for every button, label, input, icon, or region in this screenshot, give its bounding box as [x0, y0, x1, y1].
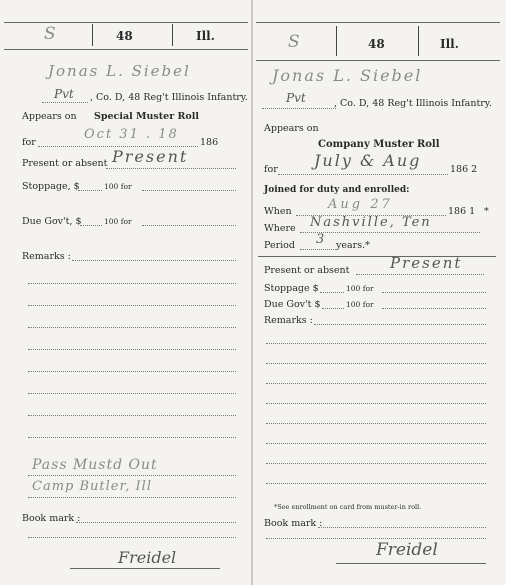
- appears-on-label: Appears on: [22, 111, 77, 122]
- enrollment-footnote: *See enrollment on card from muster-in roll.: [274, 503, 422, 511]
- present-label: Present or absent: [264, 265, 350, 276]
- remarks-line: [28, 305, 236, 306]
- bookmark-label: Book mark :: [22, 513, 81, 524]
- for-value: July & Aug: [314, 151, 422, 170]
- when-label: When: [264, 206, 292, 217]
- header-top-rule: [256, 22, 500, 23]
- stoppage-line: [78, 190, 102, 191]
- header-bottom-rule: [256, 60, 500, 61]
- period-suffix: years.*: [336, 240, 370, 251]
- period-line: [300, 249, 336, 250]
- stoppage-label: Stoppage, $: [22, 181, 80, 192]
- soldier-name: Jonas L. Siebel: [48, 62, 191, 80]
- header-letter: S: [288, 32, 300, 52]
- for-value: Oct 31 . 18: [84, 127, 179, 142]
- present-line: [356, 274, 484, 275]
- due-for-line: [142, 225, 236, 226]
- remarks-line: [314, 324, 486, 325]
- bookmark-label: Book mark :: [264, 518, 323, 529]
- header-divider: [336, 26, 337, 56]
- remarks-line: [266, 463, 486, 464]
- remarks-line: [266, 403, 486, 404]
- remarks-line: [266, 343, 486, 344]
- header-divider: [418, 26, 419, 56]
- period-label: Period: [264, 240, 295, 251]
- appears-on-label: Appears on: [264, 123, 319, 134]
- where-line: [300, 232, 480, 233]
- clerk-signature: Freidel: [376, 540, 438, 560]
- stoppage-cents: 100 for: [346, 284, 374, 293]
- where-label: Where: [264, 223, 296, 234]
- stoppage-label: Stoppage $: [264, 283, 319, 294]
- right-muster-card: [252, 0, 506, 585]
- header-state: Ill.: [440, 37, 459, 51]
- when-year: 186 1: [448, 206, 476, 217]
- remarks-line: [28, 437, 236, 438]
- remarks-entry-2: Camp Butler, Ill: [32, 479, 152, 494]
- due-label: Due Gov't $: [264, 299, 321, 310]
- for-line: [278, 174, 448, 175]
- year-suffix: 186: [200, 137, 219, 148]
- company-regiment: , Co. D, 48 Reg't Illinois Infantry.: [334, 98, 492, 109]
- header-bottom-rule: [4, 49, 248, 50]
- header-letter: S: [44, 24, 56, 44]
- rank-line: [262, 108, 336, 109]
- header-regiment-number: 48: [116, 29, 133, 43]
- remarks-line: [28, 371, 236, 372]
- remarks-line: [28, 283, 236, 284]
- for-label: for: [22, 137, 36, 148]
- header-top-rule: [4, 22, 248, 23]
- present-label: Present or absent: [22, 158, 108, 169]
- remarks-label: Remarks :: [264, 315, 313, 326]
- bookmark-line: [28, 537, 236, 538]
- roll-title: Company Muster Roll: [318, 139, 440, 150]
- remarks-entry-1: Pass Mustd Out: [32, 457, 158, 473]
- soldier-name: Jonas L. Siebel: [272, 66, 423, 85]
- remarks-line: [266, 383, 486, 384]
- joined-label: Joined for duty and enrolled:: [264, 185, 410, 195]
- where-value: Nashville, Ten: [310, 215, 432, 230]
- for-year: 186 2: [450, 164, 478, 175]
- remarks-line: [28, 393, 236, 394]
- due-for-line: [382, 308, 486, 309]
- due-label: Due Gov't, $: [22, 216, 82, 227]
- stoppage-for-line: [382, 292, 486, 293]
- remarks-line: [28, 475, 236, 476]
- bookmark-line: [266, 538, 486, 539]
- remarks-line: [266, 483, 486, 484]
- remarks-label: Remarks :: [22, 251, 71, 262]
- due-cents: 100 for: [104, 217, 132, 226]
- for-label: for: [264, 164, 278, 175]
- remarks-line: [28, 497, 236, 498]
- signature-line: [336, 563, 486, 564]
- present-value: Present: [112, 147, 189, 166]
- remarks-line: [28, 415, 236, 416]
- left-muster-card: [0, 0, 252, 585]
- present-value: Present: [390, 254, 463, 272]
- remarks-line: [28, 349, 236, 350]
- rank-value: Pvt: [54, 87, 74, 101]
- roll-title: Special Muster Roll: [94, 111, 199, 122]
- bookmark-line: [318, 527, 486, 528]
- when-value: Aug 27: [328, 197, 393, 212]
- stoppage-line: [320, 292, 344, 293]
- due-line: [80, 225, 102, 226]
- rank-line: [42, 102, 88, 103]
- stoppage-cents: 100 for: [104, 182, 132, 191]
- remarks-line: [72, 260, 236, 261]
- period-value: 3: [316, 232, 325, 247]
- header-regiment-number: 48: [368, 37, 385, 51]
- stoppage-for-line: [142, 190, 236, 191]
- present-line: [106, 168, 236, 169]
- header-state: Ill.: [196, 29, 215, 43]
- company-regiment: , Co. D, 48 Reg't Illinois Infantry.: [90, 92, 248, 103]
- remarks-line: [266, 443, 486, 444]
- due-cents: 100 for: [346, 300, 374, 309]
- header-divider: [92, 24, 93, 46]
- clerk-signature: Freidel: [118, 548, 177, 567]
- bookmark-line: [76, 522, 236, 523]
- when-asterisk: *: [484, 206, 489, 217]
- remarks-line: [266, 423, 486, 424]
- rank-value: Pvt: [286, 91, 306, 105]
- remarks-line: [28, 327, 236, 328]
- signature-line: [70, 568, 220, 569]
- remarks-line: [266, 363, 486, 364]
- due-line: [322, 308, 344, 309]
- header-divider: [172, 24, 173, 46]
